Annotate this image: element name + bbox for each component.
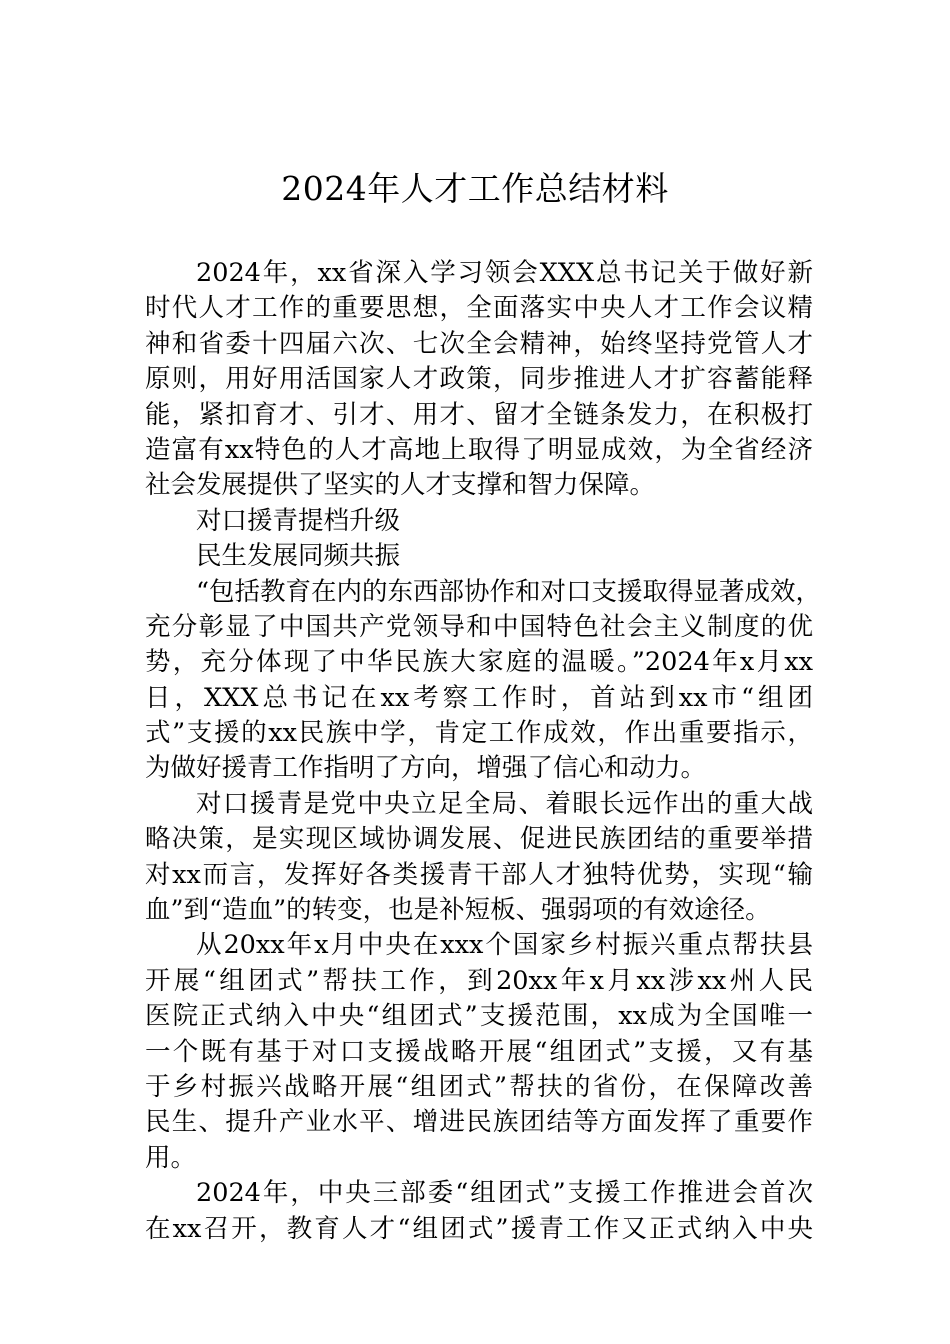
document-title: 2024年人才工作总结材料 [281, 169, 669, 208]
text-line: 充分彰显了中国共产党领导和中国特色社会主义制度的优 [145, 611, 813, 642]
text-line: 一个既有基于对口支援战略开展“组团式”支援，又有基 [145, 1036, 813, 1067]
text-line: 医院正式纳入中央“组团式”支援范围，xx成为全国唯一 [145, 1001, 813, 1032]
text-line: 对xx而言，发挥好各类援青干部人才独特优势，实现“输 [145, 859, 813, 890]
text-line: 造富有xx特色的人才高地上取得了明显成效，为全省经济 [145, 434, 813, 465]
document-body [145, 256, 822, 1247]
text-line: 略决策，是实现区域协调发展、促进民族团结的重要举措 [145, 824, 813, 855]
text-line: 能，紧扣育才、引才、用才、留才全链条发力，在积极打 [145, 399, 813, 430]
text-line: 为做好援青工作指明了方向，增强了信心和动力。 [145, 753, 707, 784]
text-line: 开展“组团式”帮扶工作，到20xx年x月xx涉xx州人民 [145, 965, 813, 996]
text-line: 社会发展提供了坚实的人才支撑和智力保障。 [145, 470, 656, 501]
text-line: 用。 [145, 1142, 197, 1173]
text-line: 2024年，xx省深入学习领会XXX总书记关于做好新 [196, 258, 813, 288]
text-line: 时代人才工作的重要思想，全面落实中央人才工作会议精 [145, 293, 813, 324]
text-line: 对口援青是党中央立足全局、着眼长远作出的重大战 [196, 788, 813, 819]
text-line: 民生发展同频共振 [196, 541, 401, 572]
text-line: 原则，用好用活国家人才政策，同步推进人才扩容蓄能释 [145, 364, 813, 395]
text-line: 在xx召开，教育人才“组团式”援青工作又正式纳入中央 [145, 1213, 813, 1244]
text-line: 2024年，中央三部委“组团式”支援工作推进会首次 [196, 1178, 813, 1209]
text-line: 于乡村振兴战略开展“组团式”帮扶的省份，在保障改善 [145, 1071, 813, 1102]
text-line: 血”到“造血”的转变，也是补短板、强弱项的有效途径。 [145, 895, 771, 926]
text-line: 式”支援的xx民族中学，肯定工作成效，作出重要指示， [145, 718, 813, 749]
text-line: 日，XXX总书记在xx考察工作时，首站到xx市“组团 [145, 682, 813, 713]
text-line: 神和省委十四届六次、七次全会精神，始终坚持党管人才 [145, 328, 813, 359]
text-line: “包括教育在内的东西部协作和对口支援取得显著成效， [196, 576, 822, 607]
text-line: 民生、提升产业水平、增进民族团结等方面发挥了重要作 [145, 1107, 813, 1138]
text-line: 势，充分体现了中华民族大家庭的温暖。”2024年x月xx [145, 647, 813, 678]
text-line: 从20xx年x月中央在xxx个国家乡村振兴重点帮扶县 [196, 930, 813, 961]
text-line: 对口援青提档升级 [196, 505, 401, 536]
